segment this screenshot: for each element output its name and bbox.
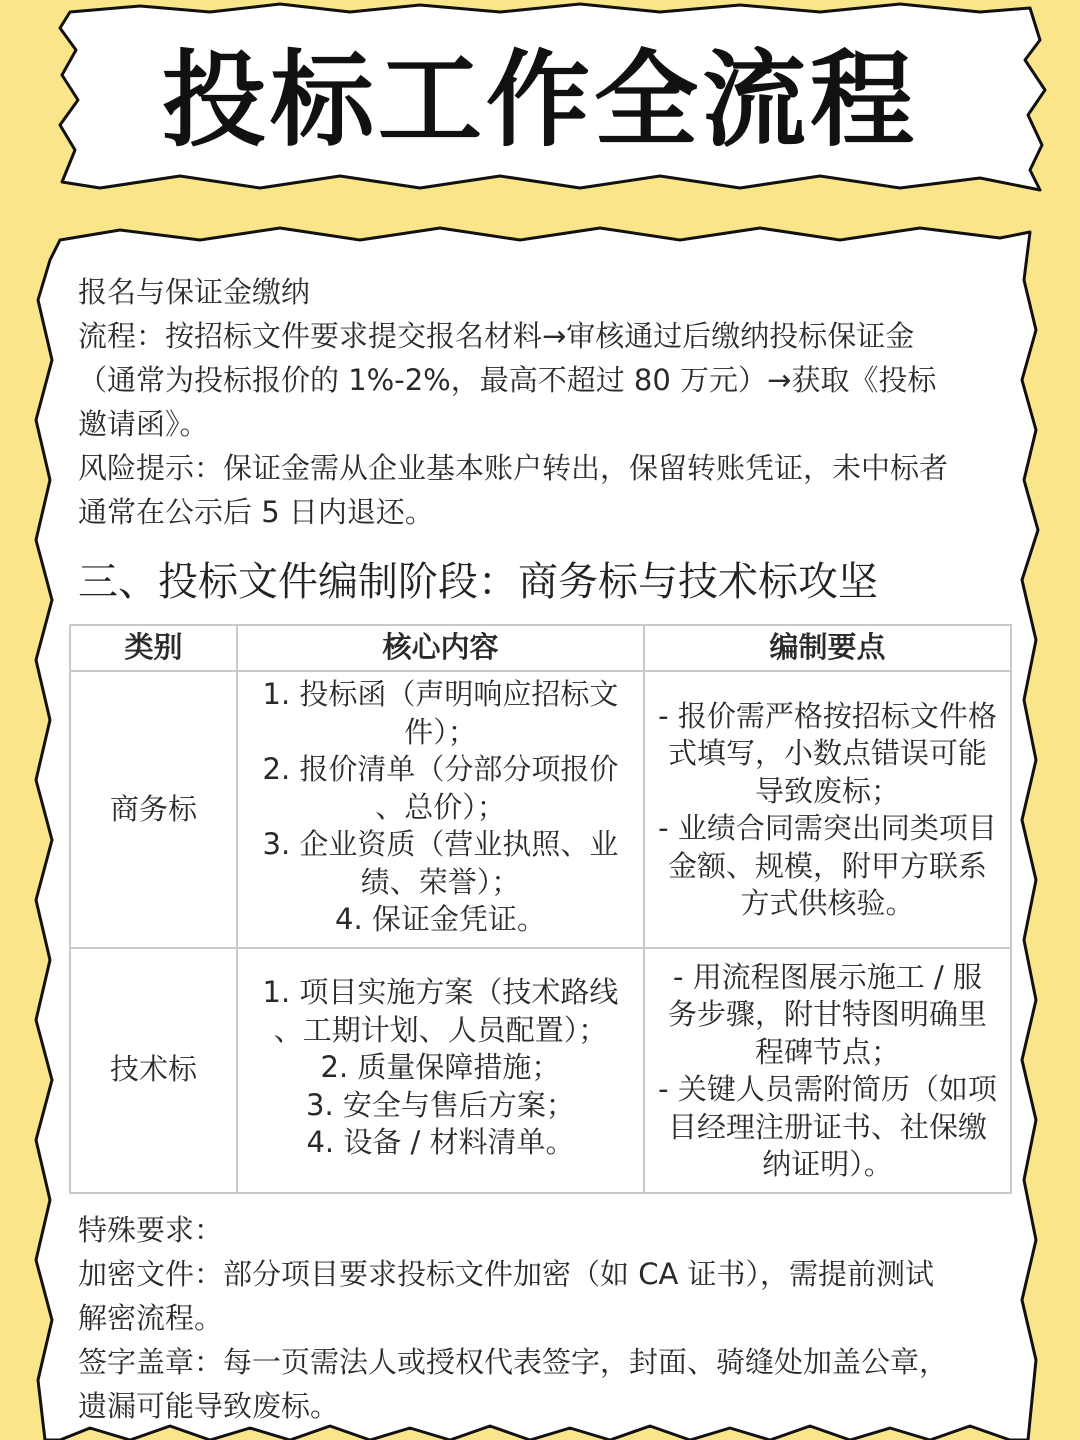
sign-line-2: 遗漏可能导致废标。 <box>78 1388 340 1423</box>
points-cell <box>644 671 1011 948</box>
special-heading: 特殊要求： <box>78 1212 224 1247</box>
points-line: 目经理注册证书、社保缴 <box>667 1109 987 1144</box>
content-line: 、总价）； <box>375 789 506 824</box>
points-cell <box>644 948 1011 1193</box>
process-line-2: （通常为投标报价的 1%-2%，最高不超过 80 万元）→获取《投标 <box>78 363 937 397</box>
content-panel <box>78 270 1008 1428</box>
bid-document-table <box>69 624 1012 1194</box>
points-line: - 业绩合同需突出同类项目 <box>658 811 997 846</box>
content-line: 1. 项目实施方案（技术路线 <box>262 975 619 1010</box>
content-line: 绩、荣誉）； <box>360 864 521 899</box>
header-content: 核心内容 <box>237 625 644 671</box>
sign-line-1: 签字盖章：每一页需法人或授权代表签字，封面、骑缝处加盖公章， <box>78 1344 949 1379</box>
content-line: 1. 投标函（声明响应招标文 <box>262 677 619 711</box>
points-line: - 关键人员需附简历（如项 <box>658 1072 997 1106</box>
content-cell <box>237 948 644 1193</box>
content-line: 3. 企业资质（营业执照、业 <box>262 827 619 861</box>
process-line-1: 流程：按招标文件要求提交报名材料→审核通过后缴纳投标保证金 <box>78 319 915 353</box>
category-cell: 技术标 <box>70 948 237 1193</box>
points-line: 导致废标； <box>754 773 900 808</box>
content-line: 3. 安全与售后方案； <box>306 1087 575 1122</box>
registration-heading: 报名与保证金缴纳 <box>78 275 311 309</box>
points-line: 式填写，小数点错误可能 <box>667 736 987 771</box>
risk-line-2: 通常在公示后 5 日内退还。 <box>78 495 434 529</box>
table-header-row <box>70 625 1011 671</box>
page-title: 投标工作全流程 <box>161 39 918 161</box>
content-line: 2. 质量保障措施； <box>320 1050 561 1085</box>
header-points: 编制要点 <box>644 625 1011 671</box>
points-line: - 报价需严格按招标文件格 <box>658 698 997 733</box>
points-line: 纳证明）。 <box>762 1147 893 1181</box>
content-line: 2. 报价清单（分部分项报价 <box>262 752 619 786</box>
points-line: 务步骤，附甘特图明确里 <box>667 997 987 1031</box>
content-line: 、工期计划、人员配置）； <box>273 1012 608 1047</box>
content-line: 4. 设备 / 材料清单。 <box>306 1125 575 1160</box>
encrypt-line-1: 加密文件：部分项目要求投标文件加密（如 CA 证书），需提前测试 <box>78 1256 935 1291</box>
content-cell <box>237 671 644 948</box>
header-category: 类别 <box>70 625 237 671</box>
process-line-3: 邀请函》。 <box>78 407 209 441</box>
table-row <box>70 671 1011 948</box>
table-row <box>70 948 1011 1193</box>
risk-line-1: 风险提示：保证金需从企业基本账户转出，保留转账凭证，未中标者 <box>78 451 949 485</box>
content-line: 件）； <box>404 714 477 749</box>
points-line: - 用流程图展示施工 / 服 <box>673 959 982 994</box>
points-line: 方式供核验。 <box>740 886 915 921</box>
encrypt-line-2: 解密流程。 <box>78 1300 224 1335</box>
content-line: 4. 保证金凭证。 <box>335 902 546 936</box>
points-line: 程碑节点； <box>754 1034 900 1069</box>
section-three-heading: 三、投标文件编制阶段：商务标与技术标攻坚 <box>78 559 878 605</box>
points-line: 金额、规模，附甲方联系 <box>667 848 987 883</box>
category-cell: 商务标 <box>70 671 237 948</box>
